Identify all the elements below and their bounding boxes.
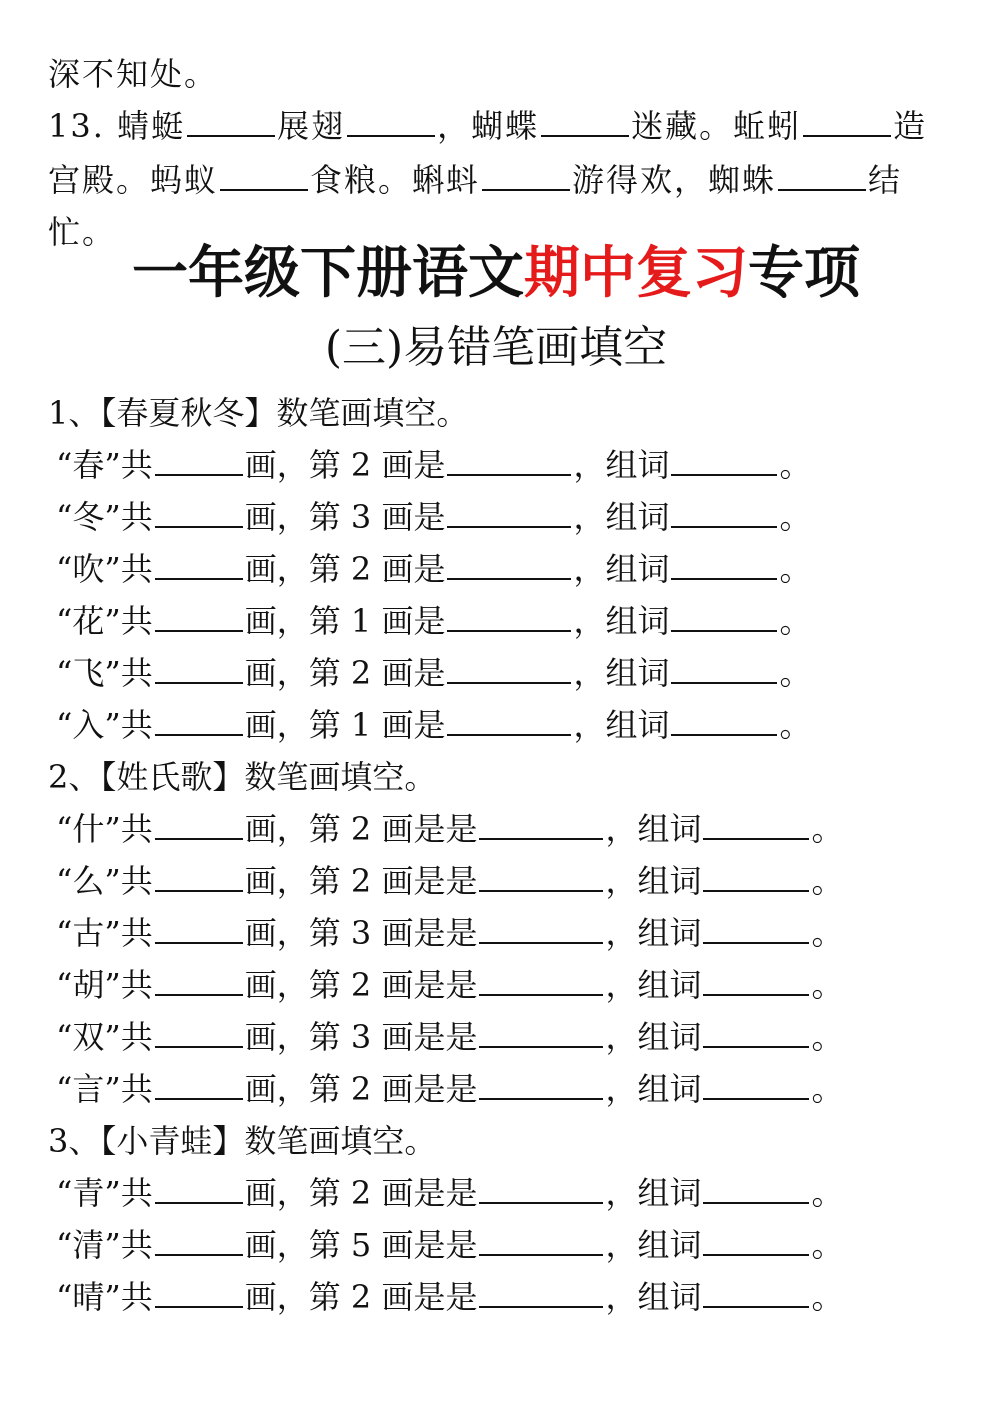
item-end: 。 (779, 602, 812, 640)
stroke-blank[interactable] (479, 1224, 603, 1256)
section-2-item-4 (56, 960, 843, 1010)
item-char: “吹”共 (56, 550, 153, 588)
item-mid: 画，第 3 画是是 (244, 1018, 478, 1056)
section-1-item-1 (56, 440, 811, 490)
q13-line2-text-1: 宫殿。蚂蚁 (48, 161, 219, 199)
title-highlight: 期中复习 (524, 241, 748, 306)
item-tail: ，组词 (605, 1278, 702, 1316)
stroke-count-blank[interactable] (155, 964, 243, 996)
stroke-blank[interactable] (479, 860, 603, 892)
word-blank[interactable] (671, 704, 777, 736)
word-blank[interactable] (703, 1276, 809, 1308)
answer-blank[interactable] (482, 159, 570, 191)
item-mid: 画，第 2 画是 (244, 550, 446, 588)
item-mid: 画，第 2 画是是 (244, 1174, 478, 1212)
item-mid: 画，第 1 画是 (244, 602, 446, 640)
item-end: 。 (811, 1226, 844, 1264)
question-number: 13. (48, 107, 105, 145)
answer-blank[interactable] (187, 105, 275, 137)
item-mid: 画，第 2 画是是 (244, 862, 478, 900)
stroke-count-blank[interactable] (155, 912, 243, 944)
section-1-item-4 (56, 596, 811, 646)
item-char: “花”共 (56, 602, 153, 640)
answer-blank[interactable] (541, 105, 629, 137)
section-3-heading: 3、【小青蛙】数笔画填空。 (48, 1122, 437, 1160)
section-1-item-3 (56, 544, 811, 594)
item-mid: 画，第 2 画是 (244, 446, 446, 484)
word-blank[interactable] (703, 1068, 809, 1100)
word-blank[interactable] (671, 496, 777, 528)
item-char: “古”共 (56, 914, 153, 952)
item-mid: 画，第 3 画是 (244, 498, 446, 536)
stroke-count-blank[interactable] (155, 1276, 243, 1308)
item-char: “青”共 (56, 1174, 153, 1212)
section-1-item-5 (56, 648, 811, 698)
stroke-blank[interactable] (447, 652, 571, 684)
stroke-blank[interactable] (479, 1016, 603, 1048)
stroke-count-blank[interactable] (155, 444, 243, 476)
q13-line2-text-3: 游得欢，蜘蛛 (572, 161, 777, 199)
section-2-item-2 (56, 856, 843, 906)
answer-blank[interactable] (220, 159, 308, 191)
item-tail: ，组词 (573, 446, 670, 484)
stroke-count-blank[interactable] (155, 1224, 243, 1256)
section-3-item-1 (56, 1168, 843, 1218)
item-char: “言”共 (56, 1070, 153, 1108)
item-end: 。 (811, 1278, 844, 1316)
section-1-item-6 (56, 700, 811, 750)
stroke-blank[interactable] (447, 496, 571, 528)
item-tail: ，组词 (573, 654, 670, 692)
q13-text-5: 造 (893, 107, 928, 145)
item-tail: ，组词 (605, 862, 702, 900)
stroke-count-blank[interactable] (155, 1016, 243, 1048)
stroke-count-blank[interactable] (155, 860, 243, 892)
stroke-count-blank[interactable] (155, 600, 243, 632)
intro-text: 深不知处。 (48, 55, 219, 93)
word-blank[interactable] (671, 444, 777, 476)
section-2-item-6 (56, 1064, 843, 1114)
item-tail: ，组词 (605, 1174, 702, 1212)
item-char: “入”共 (56, 706, 153, 744)
answer-blank[interactable] (803, 105, 891, 137)
item-tail: ，组词 (605, 1070, 702, 1108)
q13-line3-text: 忙。 (48, 213, 117, 251)
item-end: 。 (811, 1070, 844, 1108)
item-end: 。 (779, 498, 812, 536)
item-end: 。 (779, 654, 812, 692)
item-end: 。 (779, 706, 812, 744)
stroke-blank[interactable] (479, 964, 603, 996)
section-2-item-1 (56, 804, 843, 854)
item-mid: 画，第 2 画是是 (244, 1278, 478, 1316)
item-char: “双”共 (56, 1018, 153, 1056)
q13-line2-text-4: 结 (868, 161, 903, 199)
item-mid: 画，第 2 画是是 (244, 1070, 478, 1108)
q13-text-1: 蜻蜓 (117, 107, 186, 145)
item-end: 。 (811, 914, 844, 952)
item-tail: ，组词 (605, 966, 702, 1004)
word-blank[interactable] (703, 1224, 809, 1256)
stroke-count-blank[interactable] (155, 1172, 243, 1204)
word-blank[interactable] (671, 652, 777, 684)
item-tail: ，组词 (605, 914, 702, 952)
word-blank[interactable] (703, 860, 809, 892)
item-mid: 画，第 3 画是是 (244, 914, 478, 952)
question-13-line-1 (48, 100, 927, 152)
item-mid: 画，第 2 画是是 (244, 966, 478, 1004)
item-tail: ，组词 (573, 706, 670, 744)
stroke-count-blank[interactable] (155, 808, 243, 840)
stroke-count-blank[interactable] (155, 548, 243, 580)
item-end: 。 (811, 862, 844, 900)
stroke-blank[interactable] (479, 808, 603, 840)
section-2-item-3 (56, 908, 843, 958)
item-mid: 画，第 2 画是 (244, 654, 446, 692)
q13-text-3: ，蝴蝶 (437, 107, 540, 145)
item-char: “什”共 (56, 810, 153, 848)
intro-line-1 (48, 48, 218, 100)
item-char: “晴”共 (56, 1278, 153, 1316)
section-2-item-5 (56, 1012, 843, 1062)
item-tail: ，组词 (573, 602, 670, 640)
stroke-blank[interactable] (479, 1172, 603, 1204)
stroke-blank[interactable] (479, 912, 603, 944)
item-tail: ，组词 (605, 1226, 702, 1264)
item-end: 。 (811, 966, 844, 1004)
item-char: “清”共 (56, 1226, 153, 1264)
item-char: “么”共 (56, 862, 153, 900)
q13-text-2: 展翅 (277, 107, 346, 145)
answer-blank[interactable] (778, 159, 866, 191)
section-3-item-3 (56, 1272, 843, 1322)
stroke-count-blank[interactable] (155, 704, 243, 736)
q13-line2-text-2: 食粮。蝌蚪 (310, 161, 481, 199)
stroke-blank[interactable] (479, 1276, 603, 1308)
word-blank[interactable] (671, 548, 777, 580)
item-char: “冬”共 (56, 498, 153, 536)
stroke-count-blank[interactable] (155, 652, 243, 684)
section-1-heading: 1、【春夏秋冬】数笔画填空。 (48, 394, 469, 432)
item-tail: ，组词 (573, 498, 670, 536)
item-mid: 画，第 5 画是是 (244, 1226, 478, 1264)
item-end: 。 (811, 1174, 844, 1212)
question-13-line-2 (48, 154, 902, 206)
stroke-blank[interactable] (447, 704, 571, 736)
item-tail: ，组词 (605, 810, 702, 848)
stroke-blank[interactable] (447, 444, 571, 476)
item-mid: 画，第 1 画是 (244, 706, 446, 744)
item-end: 。 (779, 550, 812, 588)
stroke-count-blank[interactable] (155, 1068, 243, 1100)
q13-text-4: 迷藏。蚯蚓 (631, 107, 802, 145)
item-end: 。 (811, 810, 844, 848)
title-part-3: 专项 (748, 241, 860, 306)
page-title (0, 238, 992, 310)
section-2-heading: 2、【姓氏歌】数笔画填空。 (48, 758, 437, 796)
word-blank[interactable] (671, 600, 777, 632)
item-char: “胡”共 (56, 966, 153, 1004)
item-end: 。 (779, 446, 812, 484)
section-1-item-2 (56, 492, 811, 542)
word-blank[interactable] (703, 912, 809, 944)
item-char: “春”共 (56, 446, 153, 484)
word-blank[interactable] (703, 964, 809, 996)
page-subtitle: (三)易错笔画填空 (324, 322, 668, 373)
item-tail: ，组词 (573, 550, 670, 588)
stroke-blank[interactable] (479, 1068, 603, 1100)
section-3-item-2 (56, 1220, 843, 1270)
stroke-blank[interactable] (447, 600, 571, 632)
title-part-1: 一年级下册语文 (132, 241, 524, 306)
word-blank[interactable] (703, 808, 809, 840)
answer-blank[interactable] (347, 105, 435, 137)
word-blank[interactable] (703, 1016, 809, 1048)
stroke-blank[interactable] (447, 548, 571, 580)
stroke-count-blank[interactable] (155, 496, 243, 528)
word-blank[interactable] (703, 1172, 809, 1204)
item-end: 。 (811, 1018, 844, 1056)
item-char: “飞”共 (56, 654, 153, 692)
item-tail: ，组词 (605, 1018, 702, 1056)
item-mid: 画，第 2 画是是 (244, 810, 478, 848)
